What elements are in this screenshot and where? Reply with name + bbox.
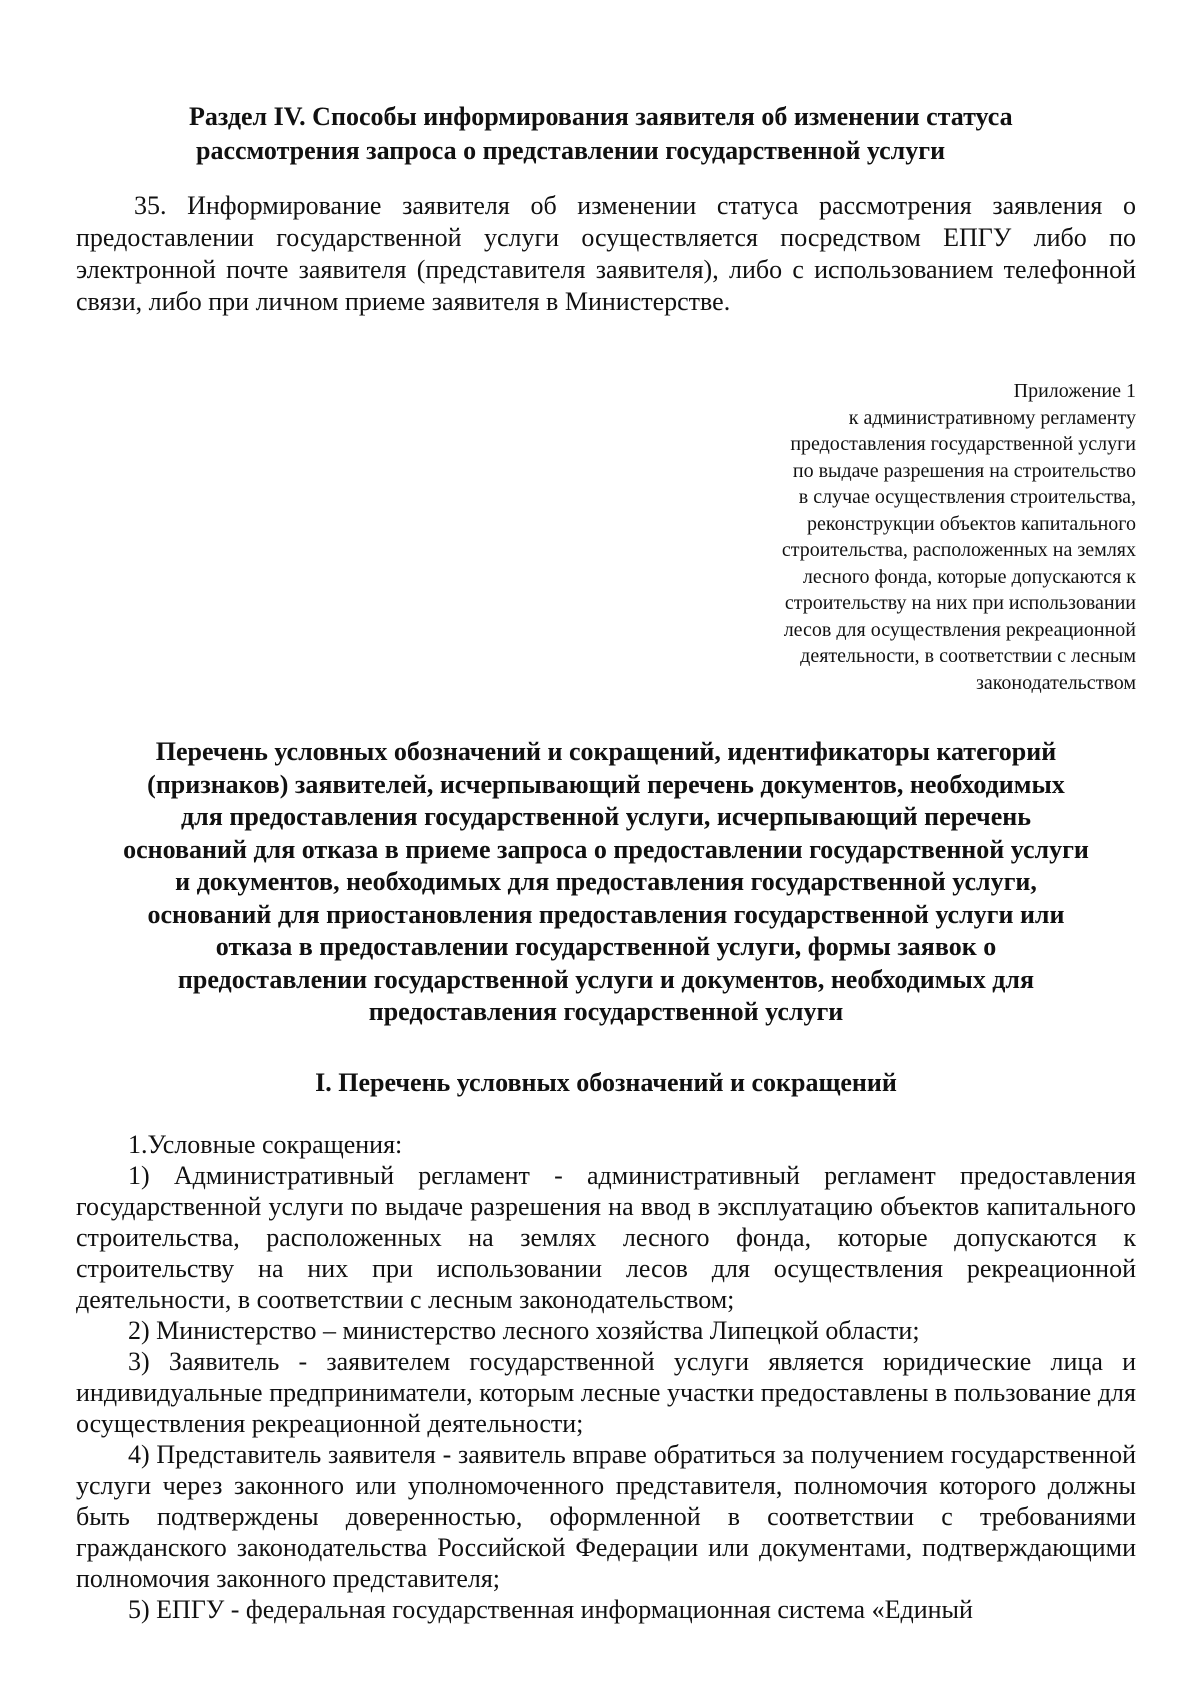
main-title-line: для предоставления государственной услуги, исчерпывающий перечень xyxy=(181,802,1031,831)
main-title-line: предоставления государственной услуги xyxy=(368,997,844,1026)
appendix-line: строительства, расположенных на землях xyxy=(781,539,1136,561)
appendix-line: Приложение 1 xyxy=(1013,380,1136,402)
appendix-caption xyxy=(676,378,1136,696)
appendix-line: реконструкции объектов капитального xyxy=(807,512,1136,535)
abbreviations-list xyxy=(76,1129,1136,1625)
section-heading-line-1: Раздел IV. Способы информирования заявителя об изменении статуса xyxy=(189,102,1013,131)
sub-heading: I. Перечень условных обозначений и сокращений xyxy=(315,1067,897,1097)
paragraph-35: 35. Информирование заявителя об изменении статуса рассмотрения заявления о предоставлении государственной услуги осуществляется посредством ЕПГУ либо по электронной почте заявителя (представителя заявителя), либо с использованием телефонной связи, либо при личном приеме заявителя в Министерстве. xyxy=(76,191,1136,316)
main-title-line: отказа в предоставлении государственной услуги, формы заявок о xyxy=(215,932,997,961)
appendix-line: законодательством xyxy=(975,671,1136,694)
main-title xyxy=(76,736,1136,1029)
appendix-line: по выдаче разрешения на строительство xyxy=(792,459,1136,482)
list-item: 5) ЕПГУ - федеральная государственная информационная система «Единый xyxy=(128,1594,973,1624)
main-title-line: оснований для приостановления предоставления государственной услуги или xyxy=(147,899,1065,929)
list-item: 2) Министерство – министерство лесного хозяйства Липецкой области; xyxy=(128,1315,920,1345)
appendix-line: деятельности, в соответствии с лесным xyxy=(800,645,1136,667)
main-title-line: оснований для отказа в приеме запроса о предоставлении государственной услуги xyxy=(123,834,1089,864)
appendix-line: строительству на них при использовании xyxy=(784,592,1136,614)
appendix-line: лесов для осуществления рекреационной xyxy=(783,618,1136,641)
main-title-line: Перечень условных обозначений и сокращений, идентификаторы категорий xyxy=(155,737,1057,766)
appendix-line: предоставления государственной услуги xyxy=(790,433,1136,455)
appendix-line: лесного фонда, которые допускаются к xyxy=(802,565,1136,588)
section-heading xyxy=(189,100,1136,168)
appendix-line: в случае осуществления строительства, xyxy=(798,486,1136,508)
list-item: 3) Заявитель - заявителем государственной услуги является юридические лица и индивидуальные предприниматели, которым лесные участки предоставлены в пользование для осуществления рекреационной деятельности; xyxy=(76,1346,1136,1438)
document-page xyxy=(76,100,1136,1625)
list-item: 4) Представитель заявителя - заявитель вправе обратиться за получением государственной услуги через законного или уполномоченного представителя, полномочия которого должны быть подтверждены доверенностью, оформленной в соответствии с требованиями гражданского законодательства Российской Федерации или документами, подтверждающими полномочия законного представителя; xyxy=(76,1439,1136,1593)
appendix-line: к административному регламенту xyxy=(848,406,1136,429)
main-title-line: и документов, необходимых для предоставления государственной услуги, xyxy=(175,867,1037,896)
list-intro: 1.Условные сокращения: xyxy=(128,1129,403,1159)
main-title-line: предоставлении государственной услуги и документов, необходимых для xyxy=(177,964,1035,994)
main-title-line: (признаков) заявителей, исчерпывающий перечень документов, необходимых xyxy=(147,769,1065,799)
section-heading-line-2: рассмотрения запроса о представлении государственной услуги xyxy=(196,136,946,165)
list-item: 1) Административный регламент - административный регламент предоставления государственной услуги по выдаче разрешения на ввод в эксплуатацию объектов капитального строительства, расположенных на землях лесного фонда, которые допускаются к строительству на них при использовании лесов для осуществления рекреационной деятельности, в соответствии с лесным законодательством; xyxy=(76,1160,1136,1314)
